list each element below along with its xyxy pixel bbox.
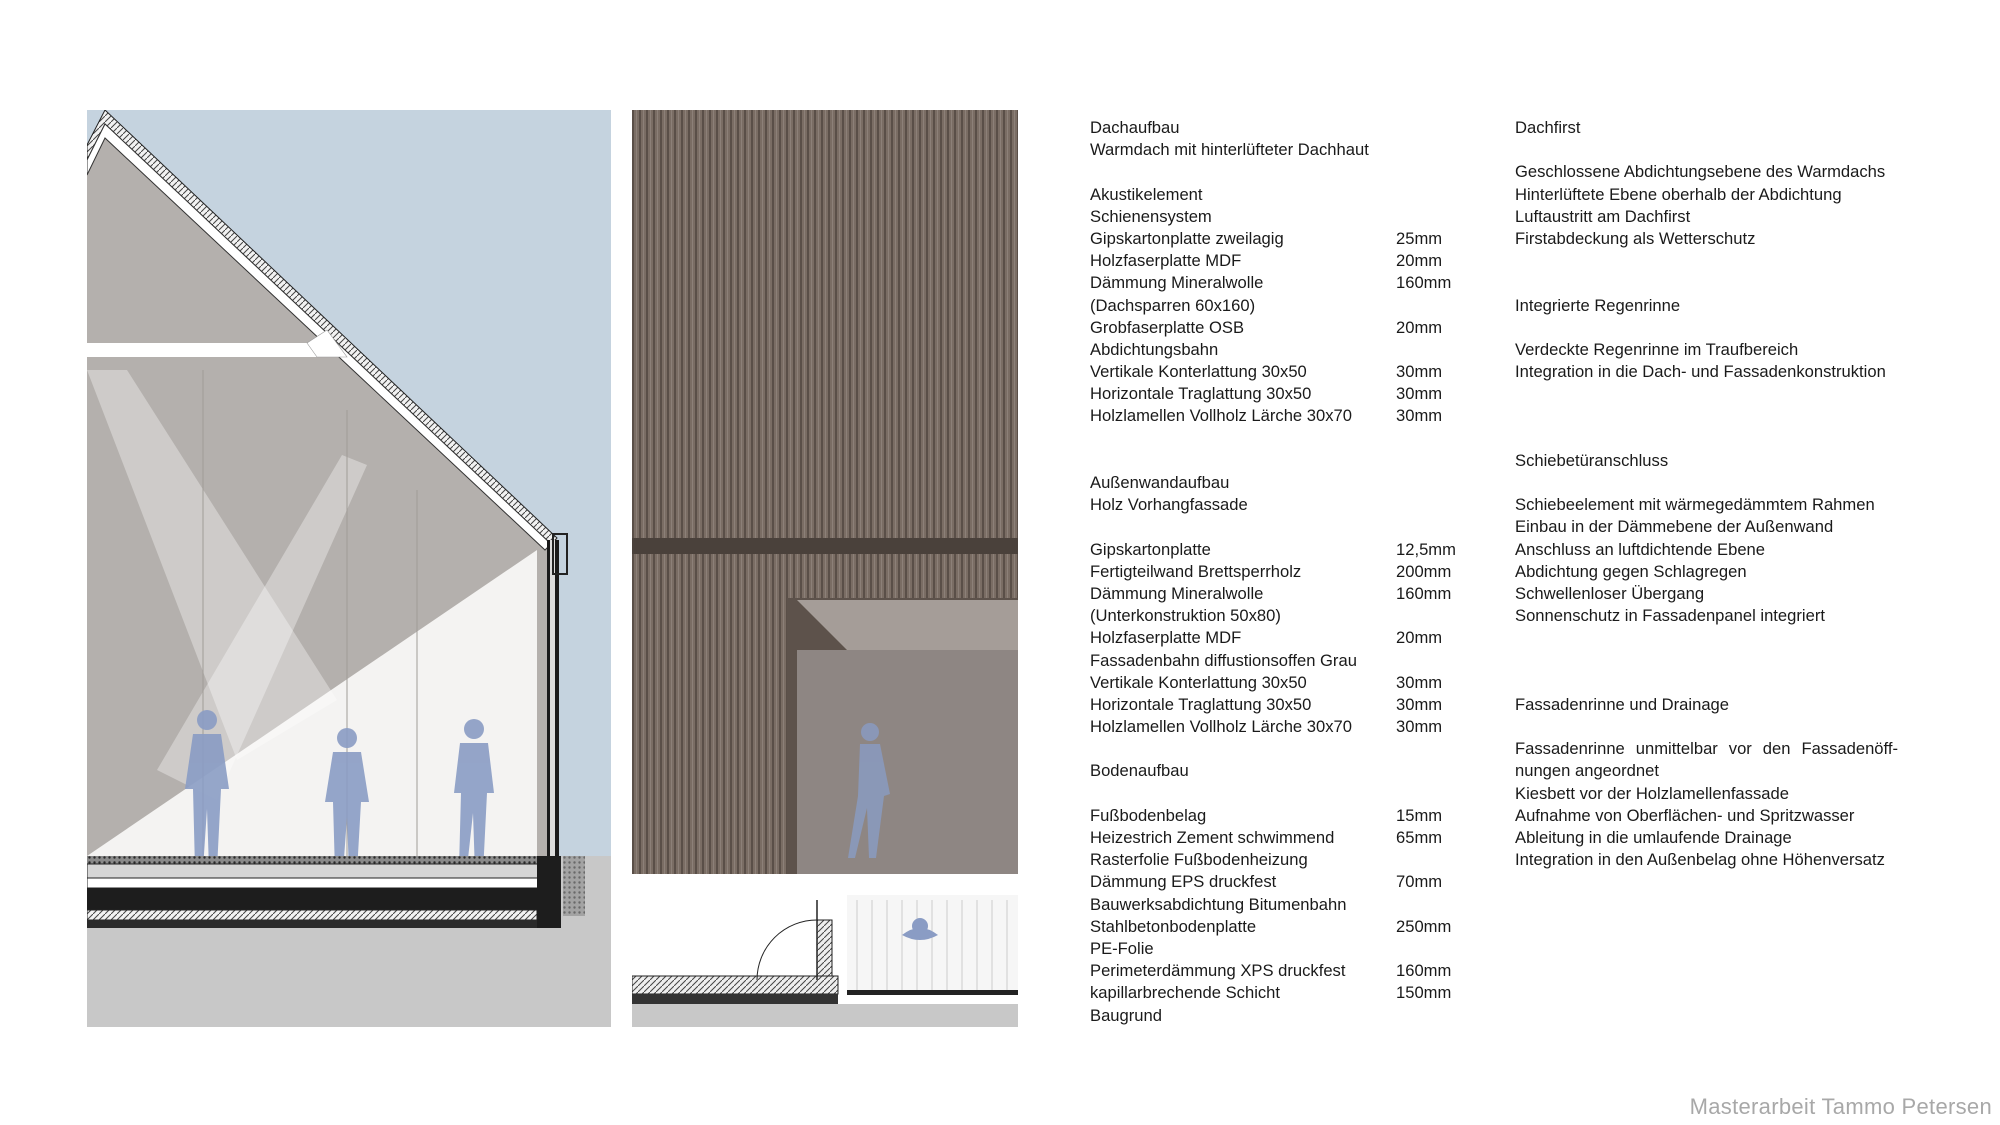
drainage-lines	[1515, 760, 1935, 871]
layer-thickness	[1396, 339, 1506, 361]
layer-row	[1090, 627, 1520, 649]
wall-insulation	[550, 540, 555, 856]
layer-label: kapillarbrechende Schicht	[1090, 983, 1281, 1003]
foundation	[537, 856, 561, 928]
divider	[632, 874, 1018, 888]
layer-row	[1090, 206, 1520, 228]
layer-row	[1090, 583, 1520, 605]
layer-label: Rasterfolie Fußbodenheizung	[1090, 850, 1308, 870]
layer-row	[1090, 405, 1520, 427]
layer-thickness	[1396, 206, 1506, 228]
layer-thickness: 30mm	[1396, 672, 1443, 692]
layer-thickness: 160mm	[1396, 961, 1452, 981]
details-column	[1515, 117, 1935, 871]
layer-row	[1090, 361, 1520, 383]
detail-line: Aufnahme von Oberflächen- und Spritzwasser	[1515, 805, 1855, 825]
layer-row	[1090, 716, 1520, 738]
layer-label: Schienensystem	[1090, 206, 1212, 226]
tie-beam	[87, 343, 317, 357]
layer-thickness: 30mm	[1396, 362, 1443, 382]
detail-line: Einbau in der Dämmebene der Außenwand	[1515, 517, 1834, 537]
section-drawing	[87, 110, 611, 1027]
word: Fassadenrinne	[1515, 739, 1625, 759]
ground	[87, 928, 611, 1027]
layer-row	[1090, 184, 1520, 206]
layer-row	[1090, 982, 1520, 1004]
upper-facade	[632, 110, 1018, 538]
floor-screed	[87, 864, 557, 878]
word: vor	[1728, 739, 1752, 759]
floor-insulation	[87, 878, 547, 888]
layer-label: Gipskartonplatte zweilagig	[1090, 228, 1284, 248]
layer-row	[1090, 694, 1520, 716]
layer-label: Dämmung Mineralwolle	[1090, 583, 1264, 603]
detail-line: Schiebeelement mit wärmegedämmtem Rahmen	[1515, 495, 1875, 515]
detail-line: Hinterlüftete Ebene oberhalb der Abdichtung	[1515, 184, 1842, 204]
detail-line: Abdichtung gegen Schlagregen	[1515, 561, 1747, 581]
layer-label: Dämmung Mineralwolle	[1090, 273, 1264, 293]
layer-label: (Dachsparren 60x160)	[1090, 295, 1256, 315]
detail-line: Ableitung in die umlaufende Drainage	[1515, 828, 1792, 847]
perimeter-insulation	[87, 910, 537, 920]
detail-line: Kiesbett vor der Holzlamellenfassade	[1515, 783, 1789, 803]
layer-label: Fußbodenbelag	[1090, 805, 1207, 825]
layer-thickness: 30mm	[1396, 717, 1443, 737]
layer-label: Vertikale Konterlattung 30x50	[1090, 362, 1307, 382]
layer-row	[1090, 894, 1520, 916]
plan-door-wall	[817, 920, 832, 976]
layer-label: Holzfaserplatte MDF	[1090, 251, 1242, 271]
door-lines	[1515, 494, 1935, 627]
layer-thickness: 20mm	[1396, 317, 1443, 337]
gravel-bed	[563, 856, 585, 916]
layer-label: Stahlbetonbodenplatte	[1090, 916, 1257, 936]
layer-thickness	[1396, 1005, 1506, 1027]
layer-thickness: 160mm	[1396, 583, 1452, 603]
layer-label: Vertikale Konterlattung 30x50	[1090, 672, 1307, 692]
layer-label: Dämmung EPS druckfest	[1090, 872, 1277, 892]
layer-thickness	[1396, 849, 1506, 871]
layer-thickness: 250mm	[1396, 916, 1452, 936]
layer-label: Holzlamellen Vollholz Lärche 30x70	[1090, 406, 1352, 426]
layer-thickness	[1396, 894, 1506, 916]
facade-band	[632, 538, 1018, 554]
ridge-lines	[1515, 161, 1935, 250]
detail-line: Anschluss an luftdichtende Ebene	[1515, 539, 1766, 559]
layer-thickness: 30mm	[1396, 406, 1443, 426]
word: unmittelbar	[1635, 739, 1718, 759]
detail-line: nungen angeordnet	[1515, 761, 1659, 781]
layer-thickness	[1396, 650, 1506, 672]
layer-row	[1090, 295, 1520, 317]
wall-layers	[1090, 539, 1520, 739]
layer-thickness: 150mm	[1396, 983, 1452, 1003]
detail-line: Integration in den Außenbelag ohne Höhenversatz	[1515, 850, 1885, 870]
gutter-lines	[1515, 339, 1935, 383]
plan-threshold	[847, 990, 1018, 995]
layer-row	[1090, 827, 1520, 849]
layer-thickness: 12,5mm	[1396, 539, 1456, 559]
layer-label: Fassadenbahn diffustionsoffen Grau	[1090, 650, 1357, 670]
detail-line: Firstabdeckung als Wetterschutz	[1515, 228, 1756, 248]
word: Fassadenöff-	[1801, 739, 1898, 759]
layer-row	[1090, 383, 1520, 405]
layer-label: (Unterkonstruktion 50x80)	[1090, 606, 1281, 626]
layer-thickness: 15mm	[1396, 805, 1443, 825]
roof-layers	[1090, 184, 1520, 428]
layer-thickness: 65mm	[1396, 828, 1443, 847]
layer-label: Perimeterdämmung XPS druckfest	[1090, 961, 1346, 981]
layer-row	[1090, 539, 1520, 561]
layer-row	[1090, 272, 1520, 294]
layer-label: Abdichtungsbahn	[1090, 339, 1219, 359]
plan-ground	[632, 1004, 1018, 1027]
layer-label: Heizestrich Zement schwimmend	[1090, 828, 1335, 847]
layer-row	[1090, 250, 1520, 272]
door-swing	[757, 920, 817, 980]
layer-thickness	[1396, 184, 1506, 206]
layer-label: Grobfaserplatte OSB	[1090, 317, 1245, 337]
layer-thickness	[1396, 605, 1506, 627]
gutter-title: Integrierte Regenrinne	[1515, 295, 1681, 315]
layer-thickness: 70mm	[1396, 872, 1443, 892]
layer-label: Holzfaserplatte MDF	[1090, 628, 1242, 648]
drainage-first-line	[1515, 738, 1898, 760]
layer-row	[1090, 605, 1520, 627]
layer-row	[1090, 871, 1520, 893]
author-credit: Masterarbeit Tammo Petersen	[1689, 1094, 1992, 1119]
layer-label: Gipskartonplatte	[1090, 539, 1211, 559]
floor-layers	[1090, 805, 1520, 1027]
roof-subtitle: Warmdach mit hinterlüfteter Dachhaut	[1090, 140, 1369, 160]
floor-slab	[87, 888, 547, 910]
layer-label: Horizontale Traglattung 30x50	[1090, 384, 1312, 404]
floor-finish	[87, 856, 557, 864]
word: den	[1762, 739, 1791, 759]
layer-label: Akustikelement	[1090, 184, 1203, 204]
layer-thickness: 200mm	[1396, 561, 1452, 581]
layer-row	[1090, 938, 1520, 960]
layer-label: Baugrund	[1090, 1005, 1162, 1025]
detail-line: Integration in die Dach- und Fassadenkonstruktion	[1515, 362, 1886, 382]
layer-row	[1090, 1005, 1520, 1027]
layer-label: Bauwerksabdichtung Bitumenbahn	[1090, 894, 1347, 914]
build-up-column	[1090, 117, 1520, 1027]
floor-title: Bodenaufbau	[1090, 761, 1189, 781]
layer-row	[1090, 849, 1520, 871]
layer-row	[1090, 916, 1520, 938]
detail-line: Luftaustritt am Dachfirst	[1515, 206, 1691, 226]
layer-label: Horizontale Traglattung 30x50	[1090, 694, 1312, 714]
plan-wall	[632, 976, 838, 994]
plan-slab	[632, 994, 838, 1004]
section-svg	[87, 110, 611, 1027]
facade-drawing	[632, 110, 1018, 1027]
ridge-title: Dachfirst	[1515, 118, 1581, 137]
layer-thickness: 20mm	[1396, 628, 1443, 648]
layer-row	[1090, 339, 1520, 361]
layer-row	[1090, 650, 1520, 672]
layer-row	[1090, 960, 1520, 982]
layer-thickness	[1396, 938, 1506, 960]
window-glass	[797, 650, 1018, 874]
layer-row	[1090, 672, 1520, 694]
layer-label: PE-Folie	[1090, 938, 1154, 958]
layer-label: Holzlamellen Vollholz Lärche 30x70	[1090, 717, 1352, 737]
wall-subtitle: Holz Vorhangfassade	[1090, 495, 1248, 515]
layer-thickness: 25mm	[1396, 228, 1443, 248]
gravel-layer	[87, 920, 537, 928]
detail-line: Verdeckte Regenrinne im Traufbereich	[1515, 339, 1799, 359]
layer-row	[1090, 561, 1520, 583]
layer-thickness: 160mm	[1396, 273, 1452, 293]
layer-thickness	[1396, 295, 1506, 317]
roof-title: Dachaufbau	[1090, 118, 1180, 137]
layer-row	[1090, 228, 1520, 250]
detail-line: Schwellenloser Übergang	[1515, 583, 1705, 603]
facade-svg	[632, 110, 1018, 1027]
detail-line: Geschlossene Abdichtungsebene des Warmdachs	[1515, 162, 1886, 182]
layer-row	[1090, 317, 1520, 339]
layer-thickness: 30mm	[1396, 384, 1443, 404]
detail-line: Sonnenschutz in Fassadenpanel integriert	[1515, 606, 1825, 626]
layer-label: Fertigteilwand Brettsperrholz	[1090, 561, 1302, 581]
layer-thickness: 20mm	[1396, 251, 1443, 271]
layer-thickness: 30mm	[1396, 694, 1443, 714]
drainage-title: Fassadenrinne und Drainage	[1515, 694, 1730, 714]
door-title: Schiebetüranschluss	[1515, 450, 1669, 470]
layer-row	[1090, 805, 1520, 827]
wall-title: Außenwandaufbau	[1090, 473, 1230, 492]
